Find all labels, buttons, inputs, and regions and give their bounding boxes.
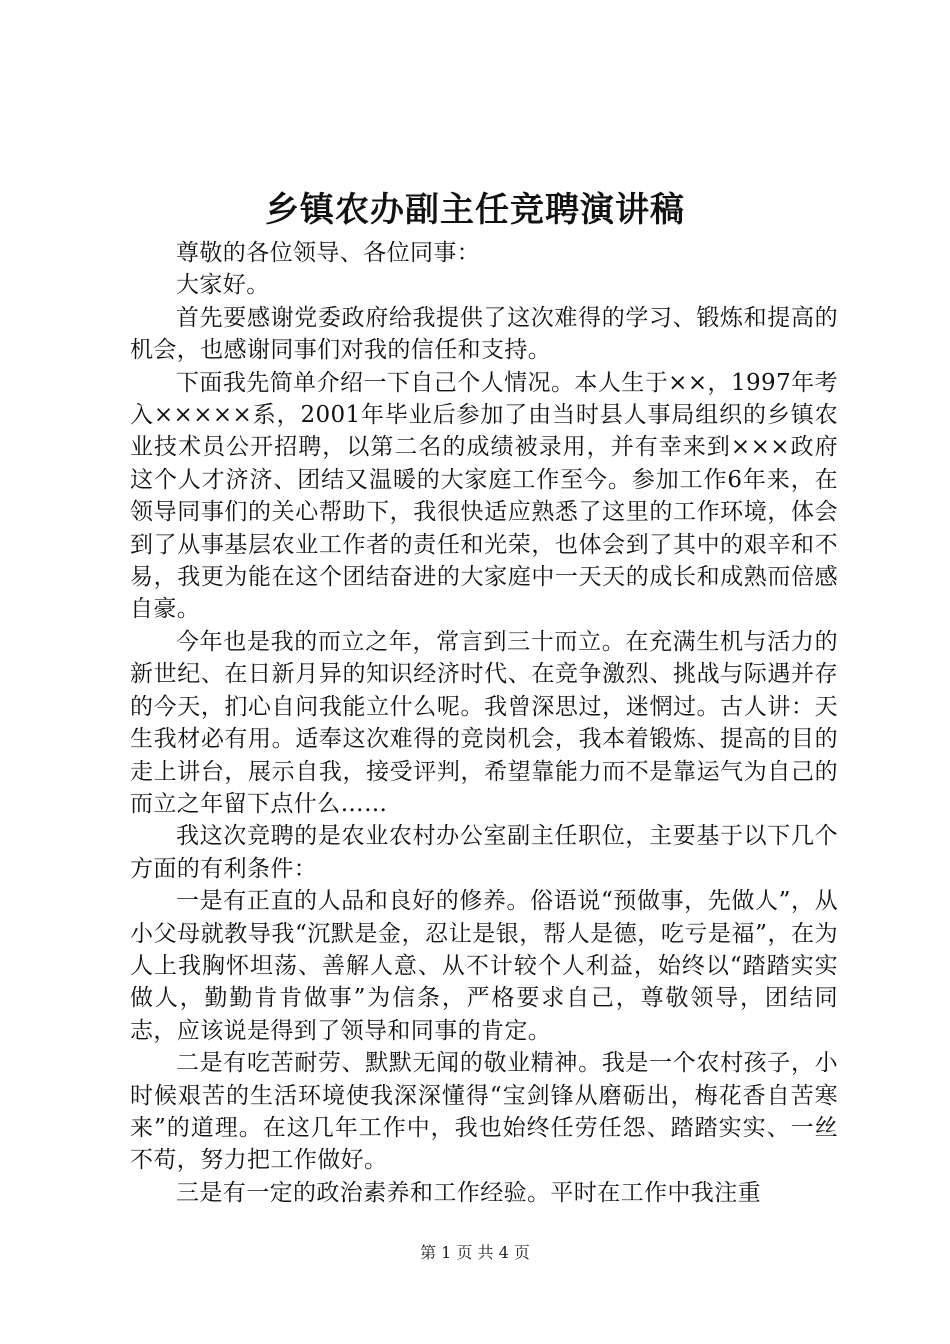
paragraph-point-two: 二是有吃苦耐劳、默默无闻的敬业精神。我是一个农村孩子，小时候艰苦的生活环境使我深深懂得“宝剑锋从磨砺出，梅花香自苦寒来”的道理。在这几年工作中，我也始终任劳任怨、踏踏实实、一丝不苟，努力把工作做好。 xyxy=(130,1050,838,1174)
page-number-footer: 第 1 页 共 4 页 xyxy=(420,1243,530,1262)
paragraph-salutation: 尊敬的各位领导、各位同事： xyxy=(176,240,481,266)
paragraph-thanks: 首先要感谢党委政府给我提供了这次难得的学习、锻炼和提高的机会，也感谢同事们对我的信任和支持。 xyxy=(130,304,838,364)
paragraph-self-introduction: 下面我先简单介绍一下自己个人情况。本人生于××，1997年考入×××××系，2001年毕业后参加了由当时县人事局组织的乡镇农业技术员公开招聘，以第二名的成绩被录用，并有幸来到×××政府这个人才济济、团结又温暖的大家庭工作至今。参加工作6年来，在领导同事们的关心帮助下，我很快适应熟悉了这里的工作环境，体会到了从事基层农业工作者的责任和光荣，也体会到了其中的艰辛和不易，我更为能在这个团结奋进的大家庭中一天天的成长和成熟而倍感自豪。 xyxy=(130,369,838,623)
paragraph-point-one: 一是有正直的人品和良好的修养。俗语说“预做事，先做人”，从小父母就教导我“沉默是金，忍让是银，帮人是德，吃亏是福”，在为人上我胸怀坦荡、善解人意、从不计较个人利益，始终以“踏踏实实做人，勤勤肯肯做事”为信条，严格要求自己，尊敬领导，团结同志，应该说是得到了领导和同事的肯定。 xyxy=(130,888,838,1044)
paragraph-thirty-years: 今年也是我的而立之年，常言到三十而立。在充满生机与活力的新世纪、在日新月异的知识经济时代、在竞争激烈、挑战与际遇并存的今天，扪心自问我能立什么呢。我曾深思过，迷惘过。古人讲：天生我材必有用。适奉这次难得的竞岗机会，我本着锻炼、提高的目的走上讲台，展示自我，接受评判，希望靠能力而不是靠运气为自己的而立之年留下点什么…… xyxy=(130,628,838,817)
document-body xyxy=(130,237,838,1209)
document-title: 乡镇农办副主任竞聘演讲稿 xyxy=(265,190,685,230)
paragraph-point-three: 三是有一定的政治素养和工作经验。平时在工作中我注重 xyxy=(176,1179,761,1206)
paragraph-position: 我这次竞聘的是农业农村办公室副主任职位，主要基于以下几个方面的有利条件： xyxy=(130,823,838,882)
paragraph-greeting: 大家好。 xyxy=(176,272,270,299)
